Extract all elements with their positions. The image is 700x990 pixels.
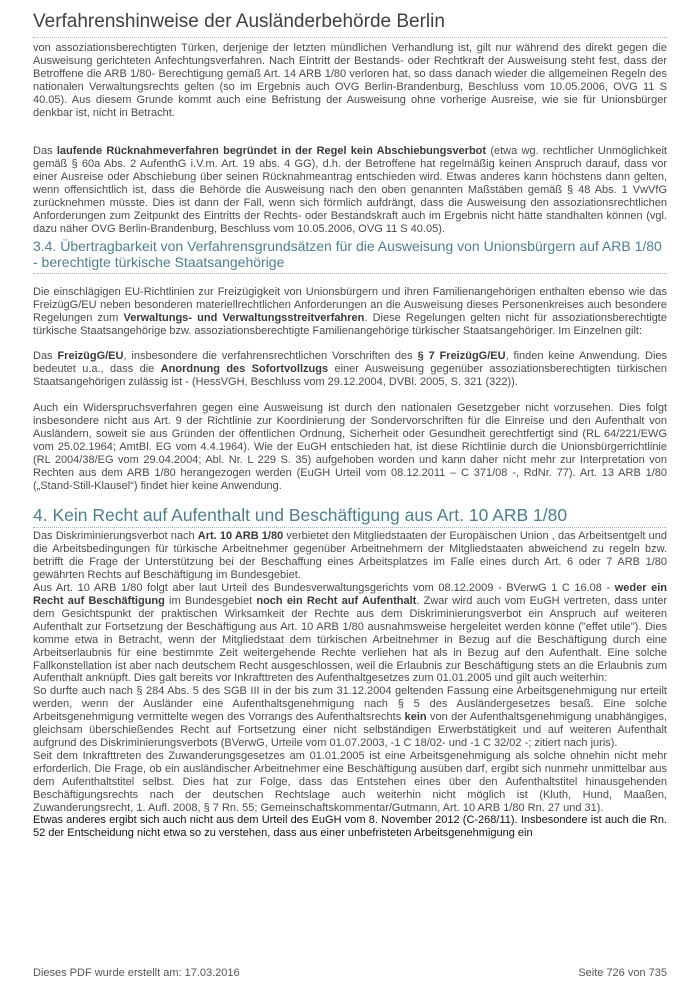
- bold-text: noch ein Recht auf Aufenthalt: [256, 595, 417, 607]
- document-body: [33, 42, 667, 840]
- paragraph-1: von assoziationsberechtigten Türken, derjenige der letzten mündlichen Verhandlung ist, gilt nur während des direkt gegen die Ausweisung gerichteten Anfechtungsverfahren. Nach Eintritt der Bestands- oder Rechtkraft der Ausweisung steht fest, dass der Betroffene die ARB 1/80- Berechtigung gemäß Art. 14 ARB 1/80 verloren hat, so dass danach wieder die allgemeinen Regeln des nationalen Verwaltungsrechts gelten (so im Ergebnis auch OVG Berlin-Brandenburg, Beschluss vom 10.05.2006, OVG 11 S 40.05). Aus diesem Grunde kommt auch eine Befristung der Ausweisung ohne vorherige Ausreise, wie sie für Unionsbürger denkbar ist, nicht in Betracht.: [33, 42, 667, 119]
- bold-text: Anordnung des Sofortvollzugs: [160, 363, 329, 376]
- paragraph-9: Seit dem Inkrafttreten des Zuwanderungsgesetzes am 01.01.2005 ist eine Arbeitsgenehmigung als solche ohnehin nicht mehr erforderlich. Die Frage, ob ein ausländischer Arbeitnehmer eine Beschäftigung ausüben darf, ergibt sich nunmehr unmittelbar aus dem Aufenthaltstitel selbst. Dies hat zur Folge, dass das Entstehen eines über den Aufenthaltstitel hinausgehenden Beschäftigungsrechts nach der deutschen Rechtslage auch weiterhin nicht möglich ist (Kluth, Hund, Maaßen, Zuwanderungsrecht, 1. Aufl. 2008, § 7 Rn. 55; Gemeinschaftskommentar/Gutmann, Art. 10 ARB 1/80 Rn. 27 und 31).: [33, 749, 667, 814]
- bold-text: laufende Rücknahmeverfahren begründet in der Regel kein Abschiebungsverbot: [56, 145, 487, 158]
- bold-text: Verwaltungs- und Verwaltungsstreitverfahren: [123, 311, 365, 324]
- footer-page-number: Seite 726 von 735: [578, 967, 667, 979]
- paragraph-8: So durfte auch nach § 284 Abs. 5 des SGB III in der bis zum 31.12.2004 geltenden Fassung eine Arbeitsgenehmigung nur erteilt werden, wenn der Ausländer eine Aufenthaltsgenehmigung nach § 5 des Ausländergesetzes besaß. Eine solche Arbeitsgenehmigung vermittelte wegen des Vorrangs des Aufenthaltsrechts kein von der Aufenthaltsgenehmigung unabhängiges, gleichsam überschießendes Recht auf Fortsetzung einer nicht selbständigen Erwerbstätigkeit und auf weiteren Aufenthalt aufgrund des Diskriminierungsverbots (BVerwG, Urteile vom 01.07.2003, -1 C 18/02- und -1 C 32/02 -; zitiert nach juris).: [33, 685, 668, 749]
- section-heading-3-4: 3.4. Übertragbarkeit von Verfahrensgrundsätzen für die Ausweisung von Unionsbürgern auf ARB 1/80 - berechtigte türkische Staatsangehörige: [33, 237, 662, 270]
- paragraph-6: Das Diskriminierungsverbot nach Art. 10 ARB 1/80 verbietet den Mitgliedstaaten der Europäischen Union , das Arbeitsentgelt und die Arbeitsbedingungen für türkische Arbeitnehmer gegenüber Arbeitnehmern der Mitgliedstaaten abweichend zu regeln bzw. betrifft die Frage der Unterstützung bei der Beschaffung eines Arbeitsplatzes im Falle eines durch Art. 6 oder 7 ARB 1/80 gewährten Rechts auf Beschäftigung im Bundesgebiet.: [33, 530, 667, 582]
- section-heading-4: 4. Kein Recht auf Aufenthalt und Beschäftigung aus Art. 10 ARB 1/80: [33, 505, 568, 526]
- document-page: [33, 0, 667, 990]
- paragraph-2: Das laufende Rücknahmeverfahren begründet in der Regel kein Abschiebungsverbot (etwa wg. rechtlicher Unmöglichkeit gemäß § 60a Abs. 2 AufenthG i.V.m. Art. 19 abs. 4 GG), d.h. der Betroffene hat regelmäßig keinen Anspruch darauf, dass vor einer Ausreise oder Abschiebung über seinen Rücknahmeantrag entschieden wird. Etwas anderes kann höchstens dann gelten, wenn offensichtlich ist, dass die Behörde die Ausweisung nach den oben genannten Maßstäben gemäß § 48 Abs. 1 VwVfG zurücknehmen müsste. Dies ist dann der Fall, wenn sich förmlich aufdrängt, dass die Ausweisung den assoziationsrechtlichen Anforderungen zum Zeitpunkt des Eintritts der Rechts- oder Bestandskraft auch im Ergebnis nicht hätte standhalten können (vgl. dazu näher OVG Berlin-Brandenburg, Beschluss vom 10.05.2006, OVG 11 S 40.05).: [33, 145, 667, 235]
- paragraph-3: Die einschlägigen EU-Richtlinien zur Freizügigkeit von Unionsbürgern und ihren Familienangehörigen enthalten ebenso wie das FreizügG/EU neben besonderen materiellrechtlichen Anforderungen an die Ausweisung dieses Personenkreises auch besondere Regelungen zum Verwaltungs- und Verwaltungsstreitverfahren. Diese Regelungen gelten nicht für assoziationsberechtigte türkische Staatsangehörige bzw. assoziationsberechtigte Familienangehörige türkischer Staatsangehöriger. Im Einzelnen gilt:: [33, 285, 667, 337]
- footer-created-date: Dieses PDF wurde erstellt am: 17.03.2016: [33, 967, 240, 979]
- bold-text: FreizügG/EU: [57, 350, 124, 363]
- bold-text: Art. 10 ARB 1/80: [197, 530, 284, 543]
- paragraph-7: Aus Art. 10 ARB 1/80 folgt aber laut Urteil des Bundesverwaltungsgerichts vom 08.12.2009 - BVerwG 1 C 16.08 - weder ein Recht auf Beschäftigung im Bundesgebiet noch ein Recht auf Aufenthalt. Zwar wird auch vom EuGH vertreten, dass unter dem Gesichtspunkt der praktischen Wirksamkeit der Rechte aus dem Diskriminierungsverbot ein Anspruch auf weiteren Aufenthalt zur Fortsetzung der Beschäftigung aus Art. 10 ARB 1/80 ausnahmsweise hergeleitet werden könne ("effet utile"). Dies komme etwa in Betracht, wenn der Mitgliedstaat dem türkischen Arbeitnehmer in Bezug auf die Beschäftigung durch eine Arbeitserlaubnis für eine bestimmte Zeit weitergehende Rechte verliehen hat als in Bezug auf den Aufenthalt. Eine solche Fallkonstellation ist aber nach deutschem Recht ausgeschlossen, weil die Erlaubnis zur Beschäftigung stets an die Erlaubnis zum Aufenthalt anknüpft. Dies galt bereits vor Inkrafttreten des Aufenthaltgesetzes zum 01.01.2005 und gilt auch weiterhin:: [33, 582, 668, 685]
- paragraph-10: Etwas anderes ergibt sich auch nicht aus dem Urteil des EuGH vom 8. November 2012 (C-268/11). Insbesondere ist auch die Rn. 52 der Entscheidung nicht etwa so zu verstehen, dass aus einer unbefristeten Arbeitsgenehmigung ein: [33, 814, 667, 840]
- document-header-title: Verfahrenshinweise der Ausländerbehörde Berlin: [33, 11, 445, 32]
- paragraph-4: Das FreizügG/EU, insbesondere die verfahrensrechtlichen Vorschriften des § 7 FreizügG/EU, finden keine Anwendung. Dies bedeutet u.a., dass die Anordnung des Sofortvollzugs einer Ausweisung gegenüber assoziationsberechtigten türkischen Staatsangehörigen zulässig ist - (HessVGH, Beschluss vom 29.12.2004, DVBl. 2005, S. 321 (322)).: [33, 350, 668, 389]
- paragraph-5: Auch ein Widerspruchsverfahren gegen eine Ausweisung ist durch den nationalen Gesetzgeber nicht vorzusehen. Dies folgt insbesondere nicht aus Art. 9 der Richtlinie zur Koordinierung der Sondervorschriften für die Einreise und den Aufenthalt von Ausländern, soweit sie aus Gründen der öffentlichen Ordnung, Sicherheit oder Gesundheit gerechtfertigt sind (RL 64/221/EWG vom 25.02.1964; AmtBl. EG vom 4.4.1964). Wie der EuGH entschieden hat, ist diese Richtlinie durch die Unionsbürgerrichtlinie (RL 2004/38/EG vom 29.04.2004; Abl. Nr. L 229 S. 35) aufgehoben worden und kann daher nicht mehr zur Interpretation von Rechten aus dem ARB 1/80 herangezogen werden (EuGH Urteil vom 08.12.2011 – C 371/08 -, RdNr. 77). Art. 13 ARB 1/80 („Stand-Still-Klausel“) findet hier keine Anwendung.: [33, 402, 667, 492]
- bold-text: kein: [404, 711, 427, 724]
- header-divider: [33, 37, 667, 38]
- bold-text: § 7 FreizügG/EU: [417, 350, 506, 363]
- bold-text: weder ein Recht auf Beschäftigung: [33, 582, 668, 607]
